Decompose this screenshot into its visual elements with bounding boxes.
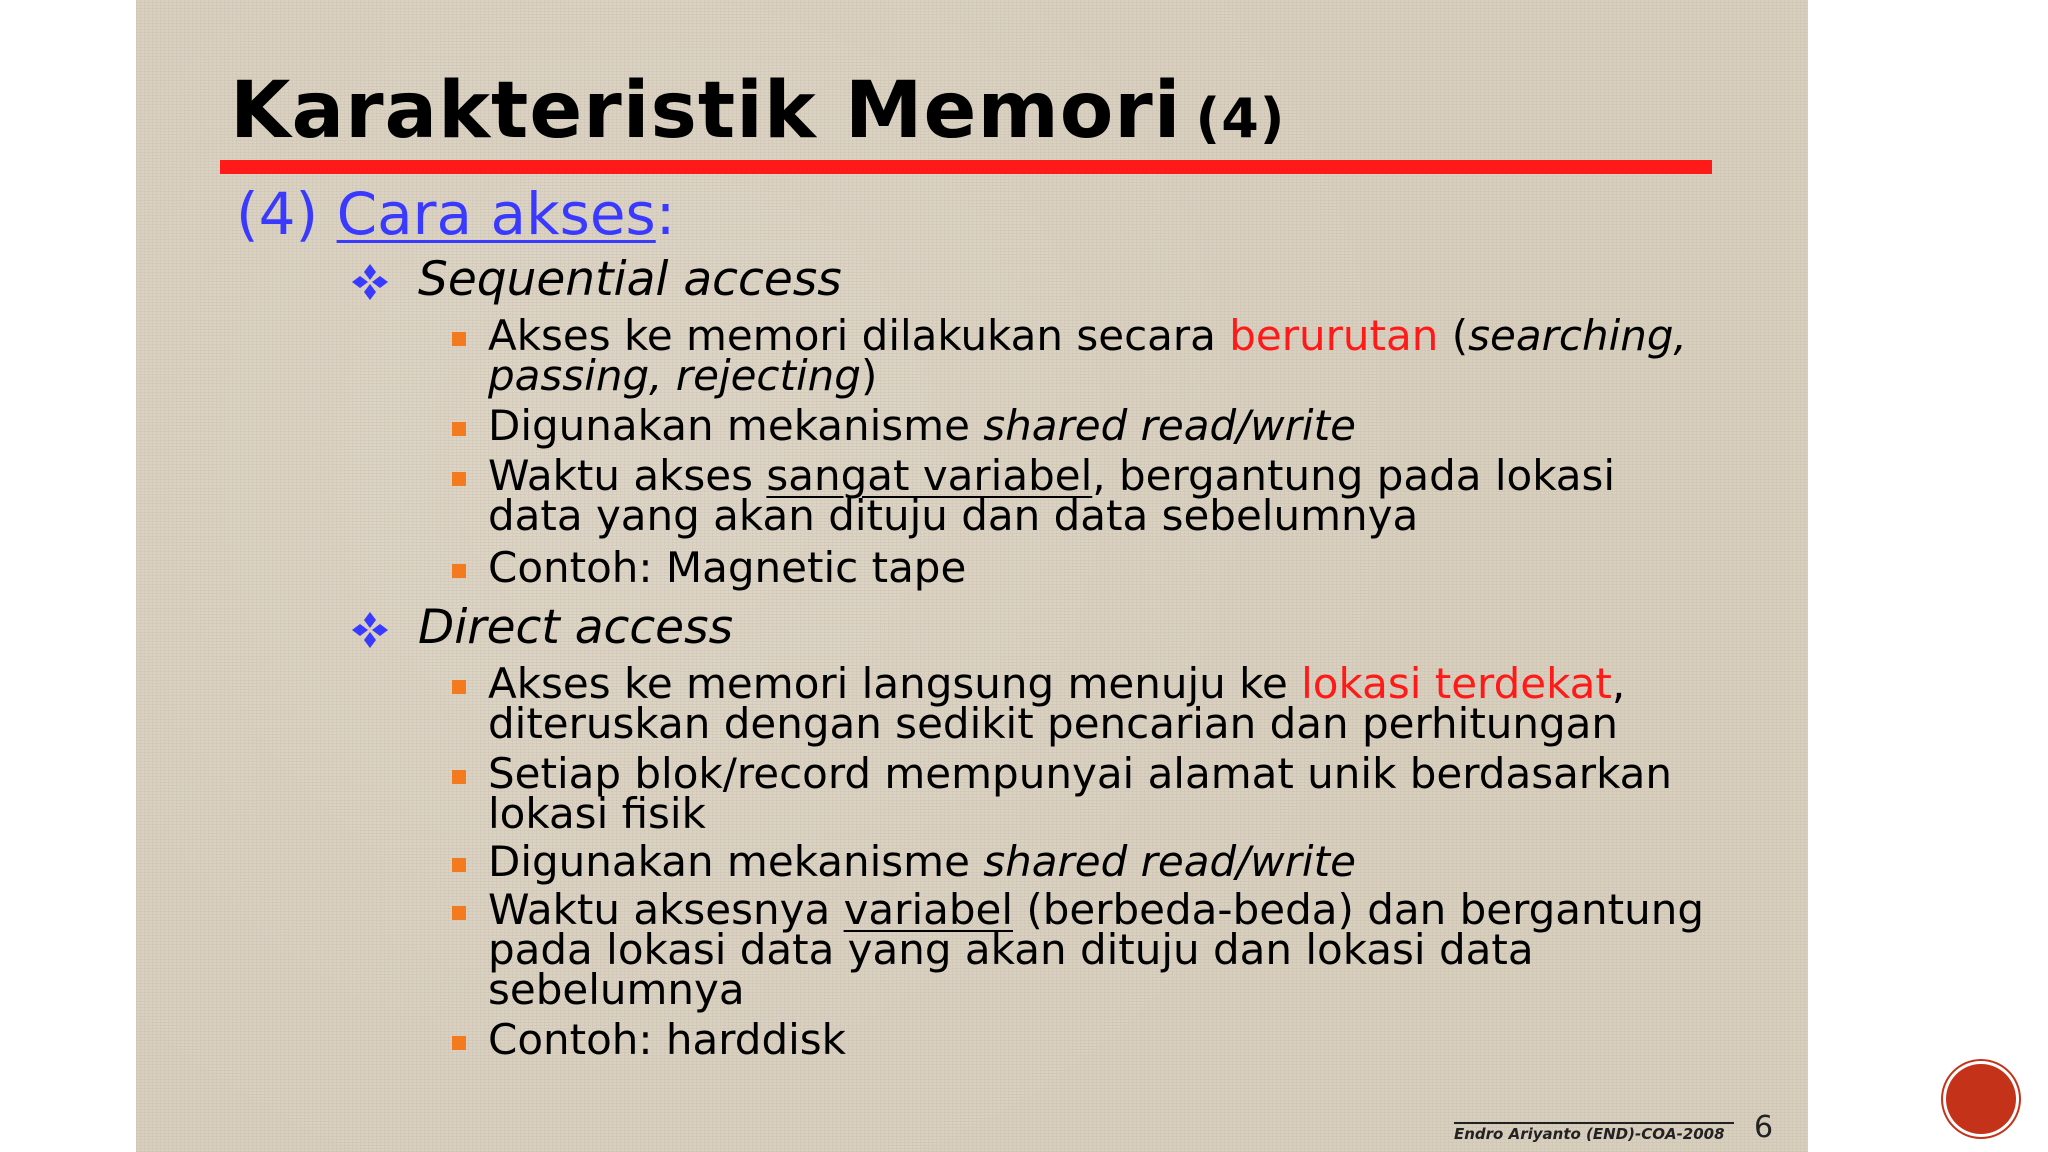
title-text: Karakteristik Memori <box>230 66 1182 156</box>
list-item: Setiap blok/record mempunyai alamat unik berdasarkan lokasi fisik <box>488 749 1673 838</box>
slide-title <box>230 66 1285 156</box>
list-item: Contoh: harddisk <box>488 1015 847 1064</box>
square-bullet-icon <box>452 1036 466 1050</box>
circle-button-icon[interactable] <box>1946 1064 2016 1134</box>
list-item: Waktu akses sangat variabel, bergantung pada lokasi data yang akan dituju dan data sebelumnya <box>488 451 1616 540</box>
list-item: Waktu aksesnya variabel (berbeda-beda) dan bergantung pada lokasi data yang akan dituju dan lokasi data sebelumnya <box>488 885 1704 1014</box>
subhead-link[interactable]: Cara akses <box>336 180 656 248</box>
section-heading-direct: Direct access <box>418 600 734 655</box>
list-item: Akses ke memori dilakukan secara berurutan (searching, passing, rejecting) <box>488 311 1687 400</box>
slide <box>136 0 1808 1152</box>
section-heading-sequential: Sequential access <box>418 252 842 307</box>
four-diamond-icon <box>348 608 392 652</box>
four-diamond-icon <box>348 260 392 304</box>
square-bullet-icon <box>452 564 466 578</box>
title-underline-bar <box>220 160 1712 174</box>
subhead-colon: : <box>655 180 676 248</box>
square-bullet-icon <box>452 332 466 346</box>
subhead-number: (4) <box>236 180 319 248</box>
square-bullet-icon <box>452 906 466 920</box>
square-bullet-icon <box>452 680 466 694</box>
square-bullet-icon <box>452 858 466 872</box>
subheading <box>236 180 675 248</box>
slide-footer: Endro Ariyanto (END)-COA-2008 <box>1454 1122 1734 1143</box>
list-item: Digunakan mekanisme shared read/write <box>488 837 1356 886</box>
list-item: Akses ke memori langsung menuju ke lokasi terdekat, diteruskan dengan sedikit pencarian dan perhitungan <box>488 659 1626 748</box>
page-number: 6 <box>1754 1110 1774 1145</box>
square-bullet-icon <box>452 770 466 784</box>
list-item: Contoh: Magnetic tape <box>488 543 967 592</box>
title-number: (4) <box>1195 87 1286 150</box>
square-bullet-icon <box>452 472 466 486</box>
list-item: Digunakan mekanisme shared read/write <box>488 401 1356 450</box>
square-bullet-icon <box>452 422 466 436</box>
